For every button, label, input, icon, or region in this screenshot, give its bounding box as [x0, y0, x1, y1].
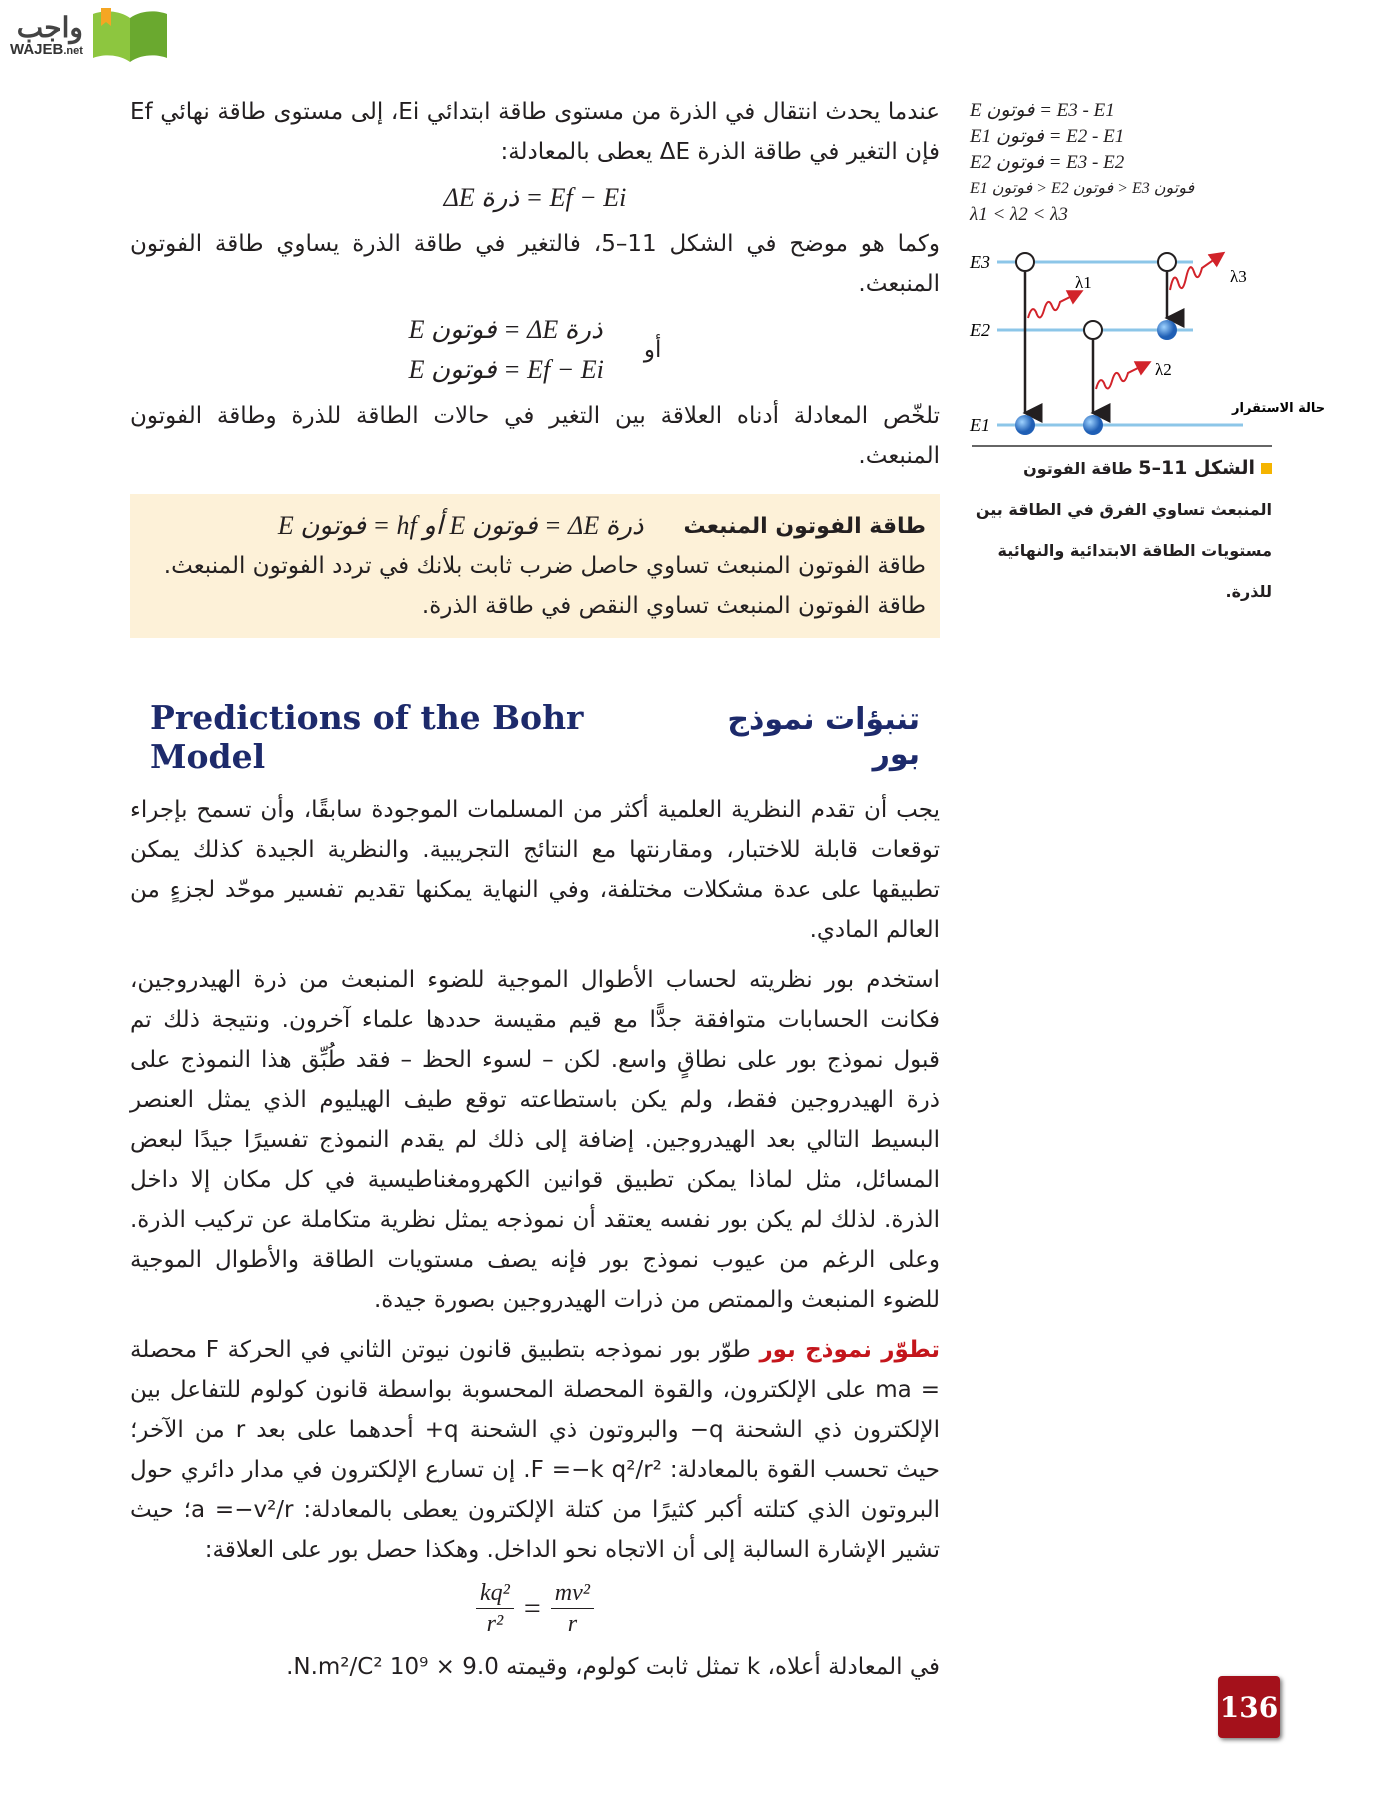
energy-level-diagram: [960, 240, 1326, 450]
box-line-1: طاقة الفوتون المنبعث تساوي حاصل ضرب ثابت بلانك في تردد الفوتون المنبعث.: [163, 553, 926, 579]
body-paragraph-1: يجب أن تقدم النظرية العلمية أكثر من المسلمات الموجودة سابقًا، وأن تسمح بإجراء توقعات قابلة للاختبار، ومقارنتها مع النتائج التجريبية. والنظرية الجيدة كذلك يمكن تطبيقها على عدة مشكلات مختلفة، وفي النهاية يمكنها تقديم تفسير موحّد لجزءٍ من العالم المادي.: [130, 797, 940, 943]
lambda-3-label: λ3: [1230, 267, 1247, 286]
logo-arabic: واجب: [16, 11, 83, 43]
level-e3-label: E3: [970, 252, 990, 272]
caption-marker-icon: [1261, 463, 1272, 474]
bohr-model-lead: تطوّر نموذج بور: [759, 1337, 940, 1363]
key-equation-box: [130, 494, 940, 638]
intro-paragraph-3: تلخّص المعادلة أدناه العلاقة بين التغير في حالات الطاقة للذرة وطاقة الفوتون المنبعث.: [130, 403, 940, 469]
figure-equations: E فوتون = E3 - E1 E1 فوتون = E2 - E1 E2 فوتون = E3 - E2 E1 فوتون > E2 فوتون > E3 فوتون λ1 < λ2 < λ3: [970, 100, 1195, 225]
electron-final-2: [1083, 415, 1103, 435]
level-e2-label: E2: [970, 320, 990, 340]
photon-wave-2: [1096, 363, 1148, 389]
intro-paragraph-2: وكما هو موضح في الشكل 11–5، فالتغير في طاقة الذرة يساوي طاقة الفوتون المنبعث.: [130, 231, 940, 297]
caption-divider: [972, 445, 1272, 447]
lambda-1-label: λ1: [1075, 273, 1092, 292]
wajeb-logo[interactable]: [10, 6, 171, 64]
ground-state-label: حالة الاستقرار: [1232, 401, 1326, 416]
equation-photon-1: E فوتون = ΔE ذرة: [408, 315, 603, 344]
section-title-arabic: تنبؤات نموذج بور: [727, 702, 920, 772]
bohr-equation: $\frac{\text{kq²}}{\text{r²}}$ = $\frac{\text{mv²}}{r}$: [130, 1578, 940, 1639]
section-title-english: Predictions of the Bohr Model: [150, 698, 584, 776]
main-column: [130, 92, 940, 1687]
electron-initial-1: [1016, 253, 1034, 271]
level-e1-label: E1: [970, 415, 990, 435]
lambda-2-label: λ2: [1155, 360, 1172, 379]
page-number: 136: [1218, 1676, 1280, 1738]
body-paragraph-2: استخدم بور نظريته لحساب الأطوال الموجية للضوء المنبعث من ذرة الهيدروجين، فكانت الحسابات متوافقة جدًّا مع قيم مقيسة حددها علماء آخرون. ونتيجة ذلك تم قبول نموذج بور على نطاقٍ واسع. لكن – لسوء الحظ – فقد طُبِّق هذا النموذج على ذرة الهيدروجين فقط، ولم يكن باستطاعته توقع طيف الهيليوم الذي يمثل العنصر البسيط التالي بعد الهيدروجين. إضافة إلى ذلك لم يقدم النموذج تفسيرًا جيدًا لبعض المسائل، مثل لماذا يمكن تطبيق قوانين الكهرومغناطيسية في كل مكان إلا داخل الذرة. لذلك لم يكن بور نفسه يعتقد أن نموذجه يمثل نظرية متكاملة عن تركيب الذرة. وعلى الرغم من عيوب نموذج بور فإنه يصف مستويات الطاقة والأطوال الموجية للضوء المنبعث والممتص من ذرات الهيدروجين بصورة جيدة.: [130, 967, 940, 1313]
intro-paragraph-1: عندما يحدث انتقال في الذرة من مستوى طاقة ابتدائي Ei، إلى مستوى طاقة نهائي Ef فإن التغير في طاقة الذرة ΔE يعطى بالمعادلة:: [130, 99, 940, 165]
body-paragraph-3: تطوّر نموذج بور طوّر بور نموذجه بتطبيق قانون نيوتن الثاني في الحركة F محصلة = ma على الإلكترون، والقوة المحصلة المحسوبة بواسطة قانون كولوم للتفاعل بين الإلكترون ذي الشحنة q− والبروتون ذي الشحنة q+ أحدهما على بعد r من الآخر؛ حيث تحسب القوة بالمعادلة: F =−k q²/r². إن تسارع الإلكترون في مدار دائري حول البروتون الذي كتلته أكبر كثيرًا من كتلة الإلكترون يعطى بالمعادلة: a =−v²/r؛ حيث تشير الإشارة السالبة إلى أن الاتجاه نحو الداخل. وهكذا حصل بور على العلاقة:: [130, 1337, 941, 1563]
box-equation: E فوتون = hf أو E فوتون = ΔE ذرة: [277, 511, 644, 540]
book-icon: [89, 6, 171, 64]
equation-photon-2: E فوتون = Ef − Ei: [408, 355, 604, 384]
or-label: أو: [643, 337, 662, 363]
figure-caption: الشكل 11–5 طاقة الفوتون المنبعث تساوي الفرق في الطاقة بين مستويات الطاقة الابتدائية والنهائية للذرة.: [975, 457, 1272, 601]
photon-wave-1: [1028, 292, 1080, 318]
logo-latin: WAJEB: [10, 40, 64, 58]
box-line-2: طاقة الفوتون المنبعث تساوي النقص في طاقة الذرة.: [421, 593, 926, 619]
coulomb-constant-line: في المعادلة أعلاه، k تمثل ثابت كولوم، وقيمته 9.0 × 10⁹ N.m²/C².: [286, 1654, 940, 1680]
logo-suffix: .net: [63, 44, 83, 57]
electron-initial-3: [1158, 253, 1176, 271]
photon-wave-3: [1170, 254, 1222, 290]
electron-final-3: [1157, 320, 1177, 340]
equation-delta-e: ΔE ذرة = Ef − Ei: [443, 183, 627, 212]
box-title: طاقة الفوتون المنبعث: [683, 513, 926, 539]
electron-final-1: [1015, 415, 1035, 435]
electron-initial-2: [1084, 321, 1102, 339]
